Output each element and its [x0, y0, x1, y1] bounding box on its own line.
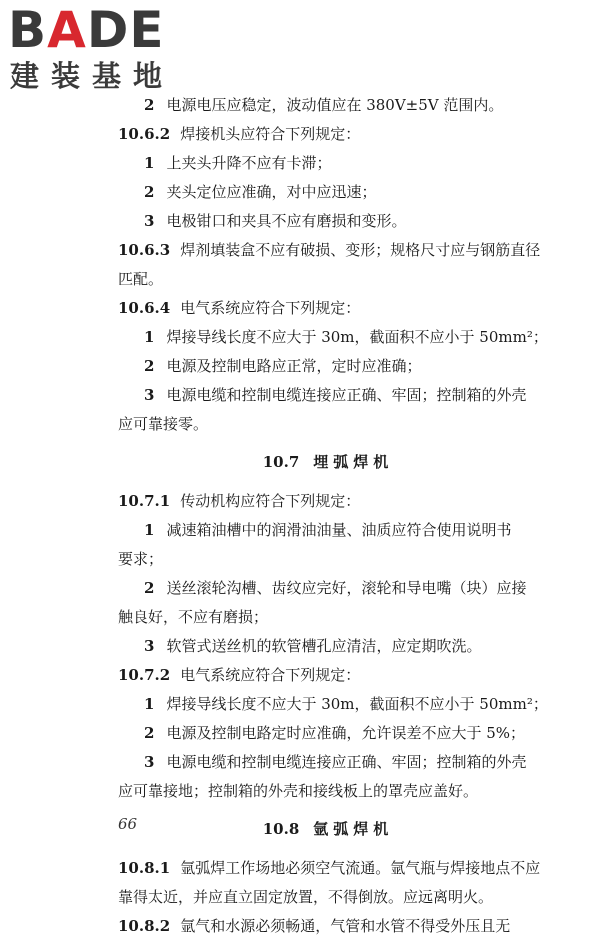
page-number: 66 — [118, 815, 138, 833]
line-text: 送丝滚轮沟槽、齿纹应完好，滚轮和导电嘴（块）应接 — [166, 579, 527, 597]
section-heading — [118, 815, 538, 844]
list-item — [118, 632, 538, 661]
line-text: 电源电压应稳定，波动值应在 380V±5V 范围内。 — [166, 96, 504, 114]
line-text: 传动机构应符合下列规定： — [180, 492, 361, 510]
list-item — [118, 690, 548, 719]
line-text: 焊接导线长度不应大于 30m，截面积不应小于 50mm²； — [166, 695, 548, 713]
brand-subtitle: 建装基地 — [10, 59, 175, 93]
item-number: 2 — [144, 96, 155, 114]
section-number: 10.8 — [262, 820, 300, 838]
section-title: 埋弧焊机 — [313, 453, 394, 471]
clause-number: 10.6.4 — [118, 299, 171, 317]
clause-number: 10.7.1 — [118, 492, 171, 510]
list-item — [118, 323, 548, 352]
line-text: 夹头定位应准确，对中应迅速； — [166, 183, 377, 201]
list-item — [118, 748, 538, 777]
document-body — [118, 91, 548, 941]
line-text: 氩气和水源必须畅通，气管和水管不得受外压且无 — [180, 917, 511, 935]
list-item — [118, 91, 538, 120]
brand-wordmark-part-2: DE — [86, 1, 165, 59]
line-text: 应可靠接零。 — [118, 415, 209, 433]
line-text: 匹配。 — [118, 270, 164, 288]
line-text: 触良好，不应有磨损； — [118, 608, 269, 626]
line-text: 焊接机头应符合下列规定： — [180, 125, 361, 143]
line-text: 电源电缆和控制电缆连接应正确、牢固；控制箱的外壳 — [166, 753, 527, 771]
list-item — [118, 516, 538, 545]
item-number: 3 — [144, 753, 155, 771]
clause-line — [118, 236, 541, 265]
section-title: 氩弧焊机 — [313, 820, 394, 838]
list-item — [118, 719, 538, 748]
item-number: 1 — [144, 521, 155, 539]
brand-wordmark-part-1: B — [8, 1, 48, 59]
continuation-line — [118, 777, 538, 806]
line-text: 电气系统应符合下列规定： — [180, 299, 361, 317]
clause-line — [118, 120, 538, 149]
list-item — [118, 352, 538, 381]
line-text: 电极钳口和夹具不应有磨损和变形。 — [166, 212, 407, 230]
line-text: 靠得太近，并应直立固定放置，不得倒放。应远离明火。 — [118, 888, 494, 906]
item-number: 1 — [144, 154, 155, 172]
line-text: 要求； — [118, 550, 164, 568]
clause-number: 10.7.2 — [118, 666, 171, 684]
line-text: 软管式送丝机的软管槽孔应清洁，应定期吹洗。 — [166, 637, 482, 655]
clause-line — [118, 854, 541, 883]
list-item — [118, 574, 538, 603]
line-text: 焊接导线长度不应大于 30m，截面积不应小于 50mm²； — [166, 328, 548, 346]
item-number: 1 — [144, 328, 155, 346]
line-text: 电源及控制电路应正常，定时应准确； — [166, 357, 422, 375]
list-item — [118, 178, 538, 207]
list-item — [118, 149, 538, 178]
section-heading — [118, 448, 538, 477]
clause-number: 10.8.1 — [118, 859, 171, 877]
item-number: 1 — [144, 695, 155, 713]
continuation-line — [118, 883, 538, 912]
clause-line — [118, 912, 538, 941]
continuation-line — [118, 265, 538, 294]
line-text: 电源电缆和控制电缆连接应正确、牢固；控制箱的外壳 — [166, 386, 527, 404]
brand-wordmark — [8, 1, 165, 59]
item-number: 3 — [144, 386, 155, 404]
line-text: 上夹头升降不应有卡滞； — [166, 154, 332, 172]
item-number: 2 — [144, 357, 155, 375]
item-number: 3 — [144, 212, 155, 230]
clause-number: 10.6.2 — [118, 125, 171, 143]
line-text: 电气系统应符合下列规定： — [180, 666, 361, 684]
brand-logo — [8, 1, 178, 96]
clause-line — [118, 487, 538, 516]
item-number: 2 — [144, 724, 155, 742]
continuation-line — [118, 603, 538, 632]
clause-number: 10.8.2 — [118, 917, 171, 935]
line-text: 应可靠接地；控制箱的外壳和接线板上的罩壳应盖好。 — [118, 782, 479, 800]
clause-number: 10.6.3 — [118, 241, 171, 259]
clause-line — [118, 294, 538, 323]
item-number: 3 — [144, 637, 155, 655]
line-text: 焊剂填装盒不应有破损、变形；规格尺寸应与钢筋直径 — [180, 241, 541, 259]
list-item — [118, 381, 538, 410]
continuation-line — [118, 410, 538, 439]
item-number: 2 — [144, 183, 155, 201]
line-text: 减速箱油槽中的润滑油油量、油质应符合使用说明书 — [166, 521, 512, 539]
line-text: 氩弧焊工作场地必须空气流通。氩气瓶与焊接地点不应 — [180, 859, 541, 877]
item-number: 2 — [144, 579, 155, 597]
line-text: 电源及控制电路定时应准确，允许误差不应大于 5%； — [166, 724, 526, 742]
continuation-line — [118, 545, 538, 574]
section-number: 10.7 — [262, 453, 300, 471]
clause-line — [118, 661, 538, 690]
brand-wordmark-accent: A — [47, 1, 87, 59]
list-item — [118, 207, 538, 236]
